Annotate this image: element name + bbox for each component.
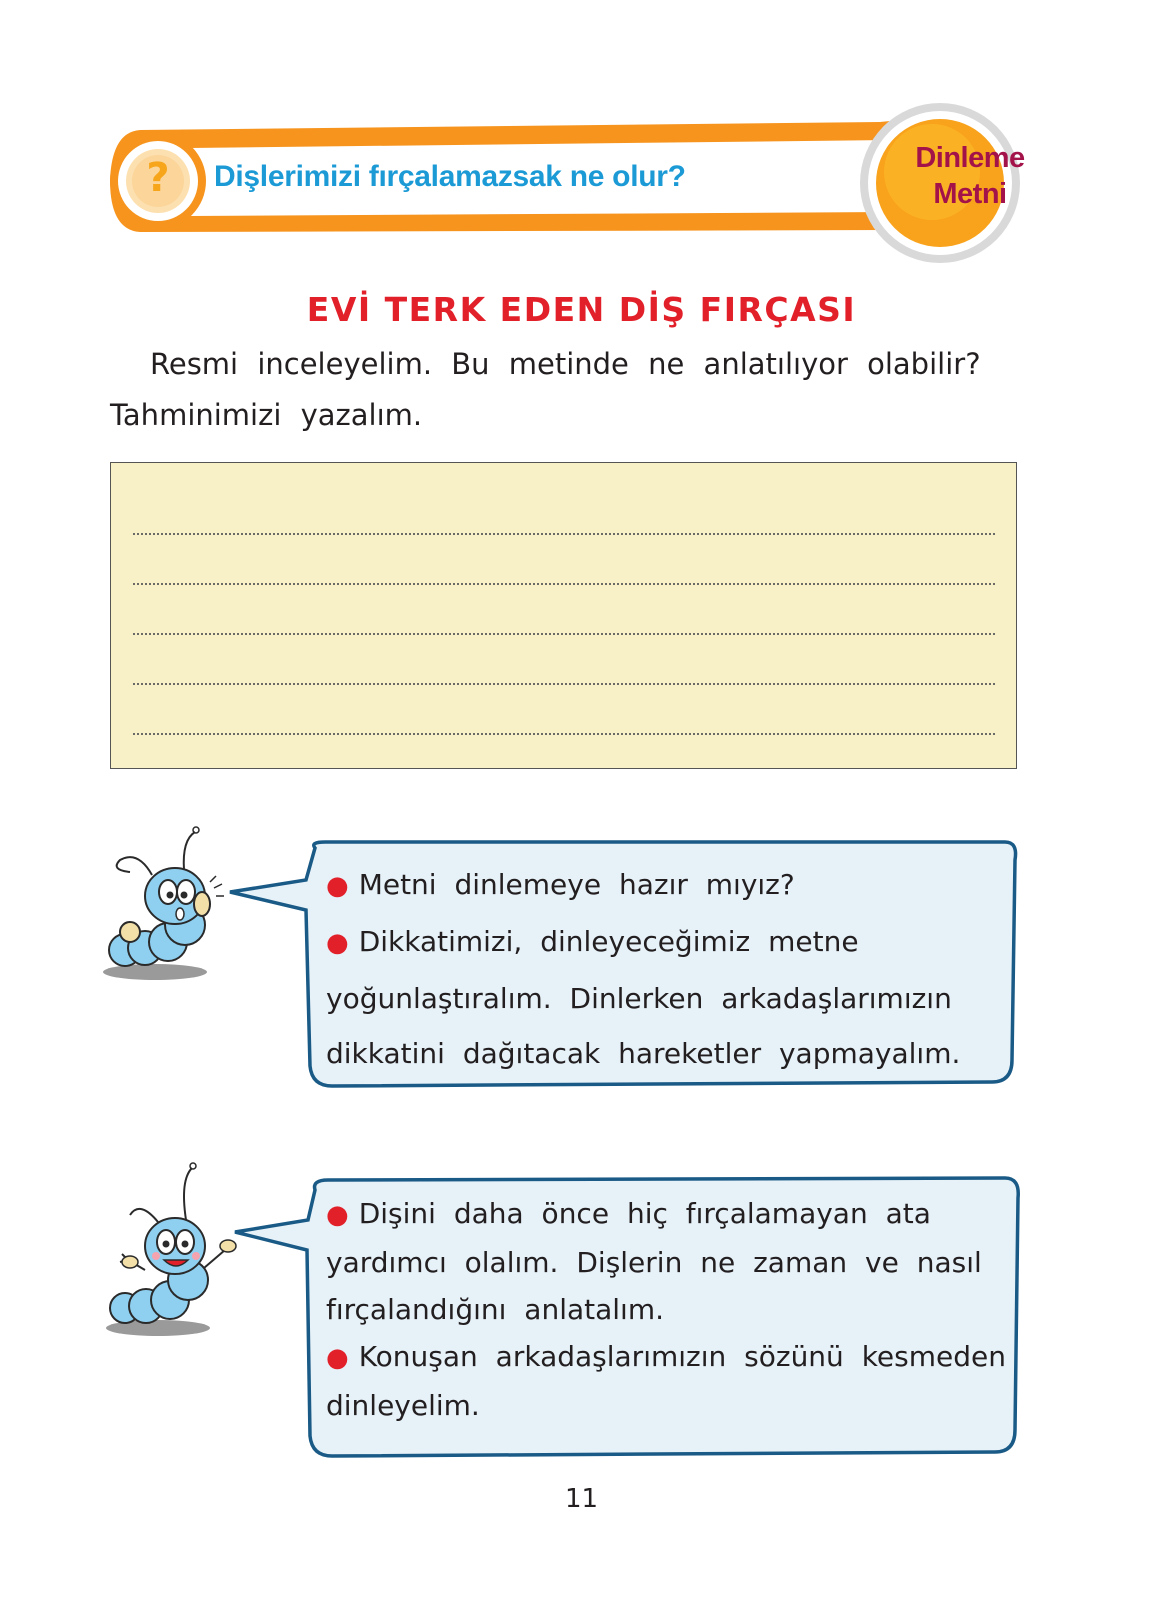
bubble-2-bullet-1: ● Dişini daha önce hiç fırçalamayan ata [326,1197,931,1230]
bubble-2-text [326,1190,1006,1429]
writing-line[interactable] [133,633,995,635]
page-number: 11 [564,1484,599,1514]
bubble-2-bullet-2: ● Konuşan arkadaşlarımızın sözünü kesmeden [326,1340,1006,1373]
header-question: Dişlerimizi fırçalamazsak ne olur? [214,160,686,193]
writing-line[interactable] [133,733,995,735]
bubble-2-line-2: yardımcı olalım. Dişlerin ne zaman ve nasıl [326,1246,982,1279]
instruction-line-2: Tahminimizi yazalım. [110,398,423,432]
bullet-dot: ● [326,871,349,901]
writing-line[interactable] [133,583,995,585]
story-title: EVİ TERK EDEN DİŞ FIRÇASI [306,290,857,329]
bubble-1-text [326,857,960,1081]
bubble-1-line-4: dikkatini dağıtacak hareketler yapmayalım. [326,1037,961,1070]
bullet-dot: ● [326,928,349,958]
badge-label [905,140,1035,212]
instruction-line-1: Resmi inceleyelim. Bu metinde ne anlatılıyor olabilir? [150,347,981,381]
badge-line-1: Dinleme [915,142,1025,174]
caterpillar-listening-icon [103,827,224,980]
writing-line[interactable] [133,533,995,535]
question-mark: ? [146,155,170,201]
bubble-1-bullet-1: ● Metni dinlemeye hazır mıyız? [326,868,795,901]
bubble-2-line-3: fırçalandığını anlatalım. [326,1293,665,1326]
caterpillar-talking-icon [106,1163,236,1336]
bullet-dot: ● [326,1343,349,1373]
badge-line-2: Metni [933,178,1007,210]
writing-line[interactable] [133,683,995,685]
bubble-1-line-3: yoğunlaştıralım. Dinlerken arkadaşlarımızın [326,982,952,1015]
answer-writing-box[interactable] [110,462,1017,769]
bubble-2-line-5: dinleyelim. [326,1389,480,1422]
bullet-dot: ● [326,1200,349,1230]
bubble-1-bullet-2: ● Dikkatimizi, dinleyeceğimiz metne [326,925,859,958]
